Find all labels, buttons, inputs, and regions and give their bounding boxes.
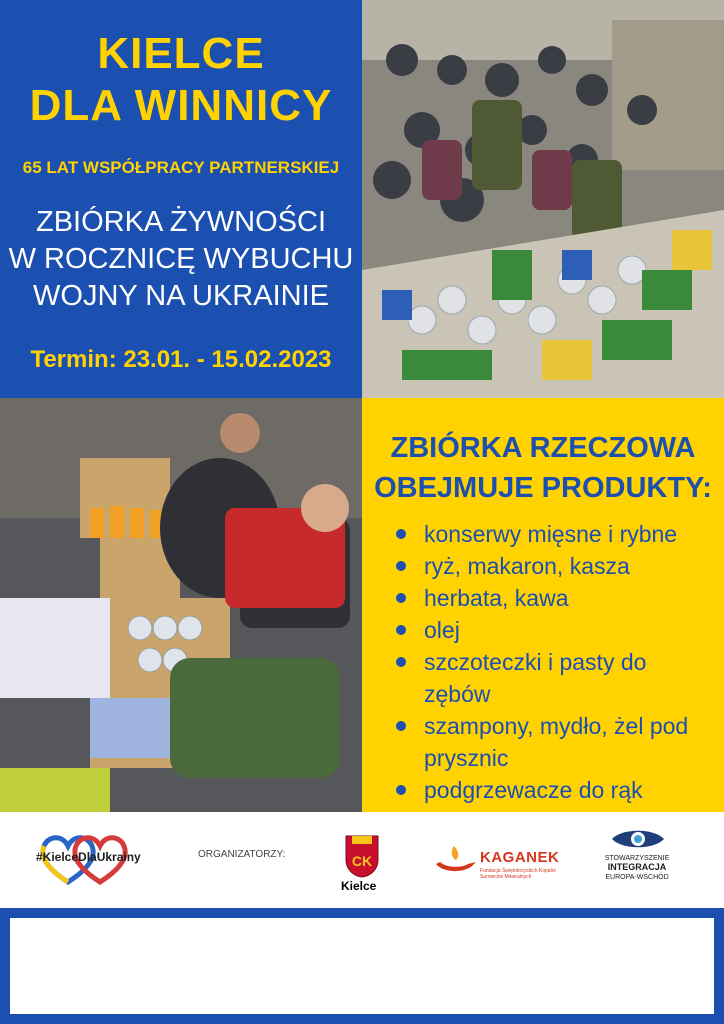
bullet-icon <box>396 529 406 539</box>
photo-food-distribution <box>362 0 724 398</box>
bullet-icon <box>396 657 406 667</box>
organizers-label: ORGANIZATORZY: <box>198 849 286 860</box>
list-item-text: szampony, mydło, żel pod prysznic <box>424 713 689 771</box>
list-item-text: podgrzewacze do rąk <box>424 777 643 803</box>
list-item <box>390 646 710 710</box>
heading-line-2: W ROCZNICĘ WYBUCHU <box>8 243 354 275</box>
hashtag-label: #KielceDlaUkrainy <box>36 850 141 864</box>
kielce-crest-letters: CK <box>351 853 373 869</box>
list-item-text: ryż, makaron, kasza <box>424 553 630 579</box>
stow-line-2: INTEGRACJA <box>607 862 667 872</box>
title-line-1: KIELCE <box>97 29 265 78</box>
kaganek-name: KAGANEK <box>480 849 560 866</box>
bullet-icon <box>396 785 406 795</box>
photo-volunteers <box>0 398 362 812</box>
kaganek-subtitle: Fundacja Świętokrzyskich Kopalni Surowców Mineralnych <box>480 868 556 880</box>
list-item-text: konserwy mięsne i rybne <box>424 521 678 547</box>
list-item-text: herbata, kawa <box>424 585 569 611</box>
photo-food-distribution-image <box>362 0 724 398</box>
eye-logo-icon <box>610 826 666 852</box>
stow-line-1: STOWARZYSZENIE <box>604 855 670 862</box>
list-item <box>390 614 710 646</box>
list-item-text: szczoteczki i pasty do zębów <box>424 649 647 707</box>
bullet-icon <box>396 721 406 731</box>
date-range: Termin: 23.01. - 15.02.2023 <box>30 346 332 373</box>
list-item <box>390 774 710 806</box>
heading-line-3: WOJNY NA UKRAINIE <box>33 280 329 312</box>
title-panel <box>0 0 362 398</box>
kielce-crest-icon <box>344 834 380 878</box>
products-list <box>390 518 710 806</box>
kielce-label: Kielce <box>341 879 377 893</box>
products-panel <box>362 398 724 812</box>
products-heading-line-1: ZBIÓRKA RZECZOWA <box>390 432 696 464</box>
list-item <box>390 550 710 582</box>
heading-line-1: ZBIÓRKA ŻYWNOŚCI <box>35 206 327 238</box>
bottom-frame-blank-area <box>10 918 714 1014</box>
bullet-icon <box>396 625 406 635</box>
stow-line-3: EUROPA-WSCHÓD <box>605 874 669 881</box>
subtitle: 65 LAT WSPÓŁPRACY PARTNERSKIEJ <box>22 158 340 177</box>
list-item <box>390 710 710 774</box>
list-item <box>390 518 710 550</box>
list-item <box>390 582 710 614</box>
stowarzyszenie-label <box>592 854 682 882</box>
lamp-icon <box>432 842 478 878</box>
organizers-logos <box>0 812 724 908</box>
products-heading-line-2: OBEJMUJE PRODUKTY: <box>374 472 712 504</box>
title-line-2: DLA WINNICY <box>29 81 333 130</box>
bullet-icon <box>396 593 406 603</box>
bullet-icon <box>396 561 406 571</box>
products-heading <box>362 428 724 508</box>
photo-volunteers-image <box>0 398 362 812</box>
bottom-frame <box>0 908 724 1024</box>
list-item-text: olej <box>424 617 460 643</box>
